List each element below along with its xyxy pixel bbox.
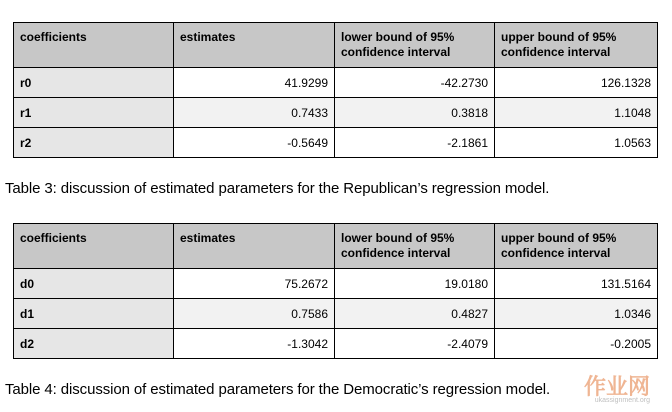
upper-bound-value: 131.5164 xyxy=(495,269,658,299)
table-row xyxy=(14,299,658,329)
coefficient-name: r2 xyxy=(14,128,174,158)
table-header-row xyxy=(14,224,658,269)
lower-bound-value: -42.2730 xyxy=(335,68,495,98)
table-row xyxy=(14,68,658,98)
estimate-value: -1.3042 xyxy=(174,329,335,359)
lower-bound-value: 19.0180 xyxy=(335,269,495,299)
upper-bound-value: 126.1328 xyxy=(495,68,658,98)
coefficient-name: d2 xyxy=(14,329,174,359)
header-coefficients: coefficients xyxy=(14,23,174,68)
lower-bound-value: 0.4827 xyxy=(335,299,495,329)
upper-bound-value: 1.0346 xyxy=(495,299,658,329)
header-lower-bound: lower bound of 95% confidence interval xyxy=(335,23,495,68)
watermark-subtext: ukassignment.org xyxy=(594,397,650,404)
lower-bound-value: -2.1861 xyxy=(335,128,495,158)
table-row xyxy=(14,269,658,299)
estimate-value: -0.5649 xyxy=(174,128,335,158)
coefficient-name: r0 xyxy=(14,68,174,98)
table-row xyxy=(14,329,658,359)
lower-bound-value: 0.3818 xyxy=(335,98,495,128)
table-header-row xyxy=(14,23,658,68)
header-lower-bound: lower bound of 95% confidence interval xyxy=(335,224,495,269)
coefficient-name: r1 xyxy=(14,98,174,128)
estimate-value: 0.7433 xyxy=(174,98,335,128)
table-row xyxy=(14,98,658,128)
estimate-value: 41.9299 xyxy=(174,68,335,98)
watermark-logo xyxy=(550,370,650,406)
estimate-value: 75.2672 xyxy=(174,269,335,299)
header-estimates: estimates xyxy=(174,23,335,68)
table-row xyxy=(14,128,658,158)
estimate-value: 0.7586 xyxy=(174,299,335,329)
coefficient-name: d0 xyxy=(14,269,174,299)
header-estimates: estimates xyxy=(174,224,335,269)
lower-bound-value: -2.4079 xyxy=(335,329,495,359)
header-upper-bound: upper bound of 95% confidence interval xyxy=(495,23,658,68)
coefficients-table-republican xyxy=(13,22,658,158)
upper-bound-value: 1.1048 xyxy=(495,98,658,128)
upper-bound-value: 1.0563 xyxy=(495,128,658,158)
watermark-brand: 作业网 xyxy=(583,374,650,399)
header-upper-bound: upper bound of 95% confidence interval xyxy=(495,224,658,269)
coefficients-table-democratic xyxy=(13,223,658,359)
upper-bound-value: -0.2005 xyxy=(495,329,658,359)
table-caption-democratic: Table 4: discussion of estimated parameters for the Democratic’s regression model. xyxy=(5,381,551,398)
table-caption-republican: Table 3: discussion of estimated parameters for the Republican’s regression model. xyxy=(5,180,550,197)
header-coefficients: coefficients xyxy=(14,224,174,269)
coefficient-name: d1 xyxy=(14,299,174,329)
